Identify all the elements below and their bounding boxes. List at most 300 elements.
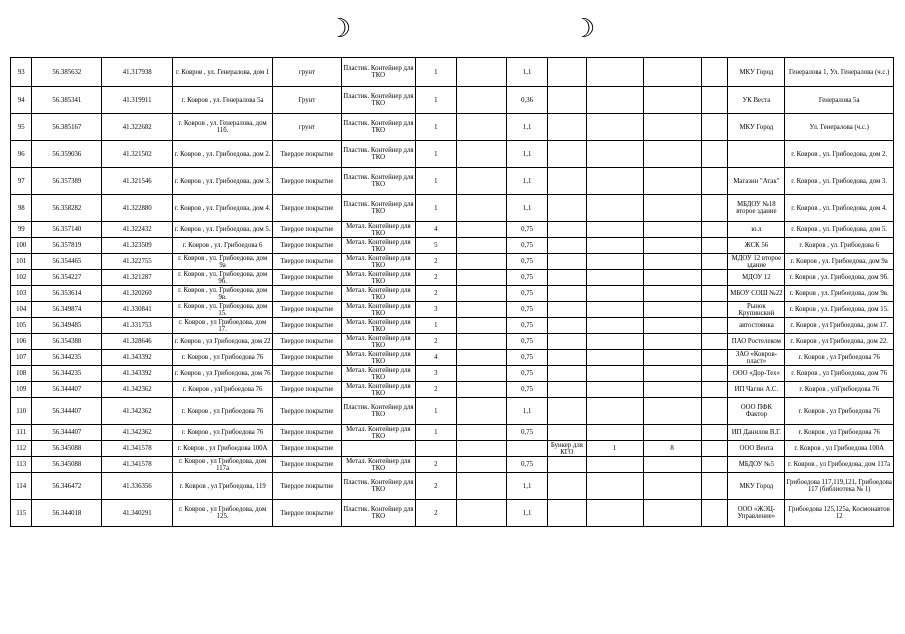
cell-type: Метал. Контейнер для ТКО — [341, 457, 415, 473]
table-row — [11, 254, 894, 270]
cell-c5 — [586, 58, 643, 87]
cell-n: 113 — [11, 457, 32, 473]
cell-n: 111 — [11, 425, 32, 441]
cell-served: г. Ковров , ул. Грибоедова 6 — [785, 238, 894, 254]
cell-c1: 1 — [415, 398, 456, 425]
cell-type: Метал. Контейнер для ТКО — [341, 270, 415, 286]
cell-owner: ООО «Дор-Тех» — [728, 366, 785, 382]
cell-c1: 4 — [415, 350, 456, 366]
cell-c5 — [586, 238, 643, 254]
table-row — [11, 270, 894, 286]
cell-c4 — [548, 398, 587, 425]
cell-c3: 0,75 — [507, 382, 548, 398]
cell-c6 — [643, 58, 701, 87]
cell-n: 112 — [11, 441, 32, 457]
cell-served: г. Ковров , ул Грибоедова, дом 76 — [785, 366, 894, 382]
cell-c7 — [701, 334, 728, 350]
cell-addr: г. Ковров , ул Грибоедова, дом 76 — [173, 366, 273, 382]
binder-hole-mark-left: ☽ — [328, 14, 352, 44]
cell-lat: 56.353614 — [32, 286, 102, 302]
table-row — [11, 318, 894, 334]
cell-lat: 56.349874 — [32, 302, 102, 318]
cell-addr: г. Ковров , ул Грибоедова 76 — [173, 425, 273, 441]
cell-c5 — [586, 254, 643, 270]
cell-owner: ООО «ЖЭЦ-Управление» — [728, 500, 785, 527]
table-row — [11, 168, 894, 195]
cell-type: Метал. Контейнер для ТКО — [341, 222, 415, 238]
cell-surface: Твердое покрытие — [273, 350, 342, 366]
cell-c3: 1,1 — [507, 500, 548, 527]
cell-type: Пластик. Контейнер для ТКО — [341, 195, 415, 222]
cell-addr: г. Ковров , ул. Грибоедова, дом 4. — [173, 195, 273, 222]
table-row — [11, 141, 894, 168]
cell-c6 — [643, 254, 701, 270]
cell-lon: 41.319911 — [102, 87, 173, 114]
cell-n: 108 — [11, 366, 32, 382]
cell-c3: 1,1 — [507, 168, 548, 195]
cell-c4 — [548, 382, 587, 398]
cell-lon: 41.323509 — [102, 238, 173, 254]
cell-c4 — [548, 195, 587, 222]
cell-type: Метал. Контейнер для ТКО — [341, 302, 415, 318]
cell-surface: Грунт — [273, 87, 342, 114]
cell-c7 — [701, 58, 728, 87]
cell-c2 — [456, 222, 506, 238]
cell-c1: 3 — [415, 302, 456, 318]
cell-c3: 0,75 — [507, 254, 548, 270]
cell-type: Пластик. Контейнер для ТКО — [341, 114, 415, 141]
cell-lon: 41.322682 — [102, 114, 173, 141]
cell-lat: 56.357389 — [32, 168, 102, 195]
cell-c5 — [586, 168, 643, 195]
cell-c4 — [548, 270, 587, 286]
cell-c7 — [701, 238, 728, 254]
cell-c3: 1,1 — [507, 398, 548, 425]
cell-c5 — [586, 114, 643, 141]
cell-addr: г. Ковров , ул. Грибоедова, дом 15. — [173, 302, 273, 318]
cell-c3: 0,75 — [507, 270, 548, 286]
cell-c7 — [701, 366, 728, 382]
cell-lon: 41.322880 — [102, 195, 173, 222]
cell-c1: 2 — [415, 473, 456, 500]
cell-surface: Твердое покрытие — [273, 398, 342, 425]
cell-owner: Магазин "Атак" — [728, 168, 785, 195]
cell-c3: 0,75 — [507, 366, 548, 382]
cell-c1: 2 — [415, 334, 456, 350]
cell-c7 — [701, 141, 728, 168]
table-row — [11, 441, 894, 457]
cell-lon: 41.321546 — [102, 168, 173, 195]
cell-addr: г. Ковров , ул. Грибоедова, дом 9а — [173, 254, 273, 270]
cell-lat: 56.354388 — [32, 334, 102, 350]
cell-c1: 1 — [415, 58, 456, 87]
cell-addr: г. Ковров , ул Грибоедова, дом 117а — [173, 457, 273, 473]
cell-lon: 41.341578 — [102, 457, 173, 473]
cell-n: 100 — [11, 238, 32, 254]
cell-served: г. Ковров , ул. Грибоедова, дом 4. — [785, 195, 894, 222]
cell-c2 — [456, 350, 506, 366]
cell-c3: 0,75 — [507, 318, 548, 334]
cell-c7 — [701, 254, 728, 270]
cell-c6: 8 — [643, 441, 701, 457]
cell-owner: ИП Данилов В.Г. — [728, 425, 785, 441]
cell-c4 — [548, 457, 587, 473]
cell-c7 — [701, 270, 728, 286]
cell-surface: Твердое покрытие — [273, 141, 342, 168]
cell-c7 — [701, 114, 728, 141]
cell-c1: 5 — [415, 238, 456, 254]
cell-c5 — [586, 318, 643, 334]
cell-type: Пластик. Контейнер для ТКО — [341, 58, 415, 87]
cell-type: Метал. Контейнер для ТКО — [341, 334, 415, 350]
cell-lon: 41.342362 — [102, 382, 173, 398]
cell-owner: ЗАО «Ковров-пласт» — [728, 350, 785, 366]
cell-lat: 56.344235 — [32, 350, 102, 366]
cell-owner: ЖСК 56 — [728, 238, 785, 254]
cell-n: 107 — [11, 350, 32, 366]
cell-c2 — [456, 87, 506, 114]
cell-served: г. Ковров , ул Грибоедова, дом 17. — [785, 318, 894, 334]
cell-c6 — [643, 334, 701, 350]
cell-owner: ПАО Ростелеком — [728, 334, 785, 350]
cell-type: Пластик. Контейнер для ТКО — [341, 473, 415, 500]
cell-c4 — [548, 286, 587, 302]
cell-lon: 41.328646 — [102, 334, 173, 350]
table-row — [11, 382, 894, 398]
cell-addr: г. Ковров , ул. Грибоедова, дом 2. — [173, 141, 273, 168]
cell-type: Пластик. Контейнер для ТКО — [341, 87, 415, 114]
cell-addr: г. Ковров , ул Грибоедова 100А — [173, 441, 273, 457]
cell-lat: 56.344235 — [32, 366, 102, 382]
cell-lon: 41.340291 — [102, 500, 173, 527]
cell-c3: 0,75 — [507, 302, 548, 318]
table-row — [11, 58, 894, 87]
cell-surface: Твердое покрытие — [273, 168, 342, 195]
cell-c3: 0,75 — [507, 222, 548, 238]
cell-c1: 2 — [415, 500, 456, 527]
cell-c1: 1 — [415, 141, 456, 168]
cell-owner: МБДОУ №18 второе здание — [728, 195, 785, 222]
table-row — [11, 350, 894, 366]
cell-owner: МКУ Город — [728, 58, 785, 87]
cell-c4 — [548, 58, 587, 87]
cell-addr: г. Ковров , ул. Генералова 5а — [173, 87, 273, 114]
cell-c1: 2 — [415, 254, 456, 270]
cell-surface: Твердое покрытие — [273, 334, 342, 350]
cell-served: г. Ковров , ул Грибоедова 100А — [785, 441, 894, 457]
table-row — [11, 195, 894, 222]
cell-addr: г. Ковров , ул. Грибоедова, дом 9в. — [173, 286, 273, 302]
cell-lat: 56.345088 — [32, 441, 102, 457]
cell-c6 — [643, 87, 701, 114]
cell-served: г. Ковров , ул Грибоедова 76 — [785, 425, 894, 441]
cell-c2 — [456, 195, 506, 222]
cell-addr: г. Ковров , ул Грибоедова, дом 125. — [173, 500, 273, 527]
cell-addr: г. Ковров , ул. Грибоедова, дом 9б. — [173, 270, 273, 286]
cell-n: 99 — [11, 222, 32, 238]
table-row — [11, 398, 894, 425]
cell-type: Метал. Контейнер для ТКО — [341, 350, 415, 366]
cell-served: г. Ковров , ул Грибоедова, дом 22. — [785, 334, 894, 350]
cell-type: Метал. Контейнер для ТКО — [341, 366, 415, 382]
cell-served: Ул. Генералова (ч.с.) — [785, 114, 894, 141]
cell-c3 — [507, 441, 548, 457]
cell-n: 93 — [11, 58, 32, 87]
cell-type — [341, 441, 415, 457]
cell-c6 — [643, 366, 701, 382]
cell-c2 — [456, 238, 506, 254]
cell-c2 — [456, 286, 506, 302]
cell-lat: 56.385167 — [32, 114, 102, 141]
cell-c1: 1 — [415, 168, 456, 195]
cell-owner: МКУ Город — [728, 114, 785, 141]
cell-c7 — [701, 500, 728, 527]
cell-c1: 1 — [415, 425, 456, 441]
binder-hole-mark-right: ☽ — [572, 14, 596, 44]
cell-c5 — [586, 366, 643, 382]
cell-n: 109 — [11, 382, 32, 398]
cell-lon: 41.317938 — [102, 58, 173, 87]
cell-c5 — [586, 398, 643, 425]
cell-c7 — [701, 168, 728, 195]
cell-c2 — [456, 254, 506, 270]
cell-served: Генералова 1, Ул. Генералова (ч.с.) — [785, 58, 894, 87]
cell-n: 115 — [11, 500, 32, 527]
cell-addr: г. Ковров , ул Грибоедова 76 — [173, 350, 273, 366]
cell-lon: 41.343392 — [102, 366, 173, 382]
cell-c2 — [456, 382, 506, 398]
cell-c2 — [456, 473, 506, 500]
cell-lat: 56.344018 — [32, 500, 102, 527]
table-row — [11, 286, 894, 302]
cell-c2 — [456, 334, 506, 350]
cell-n: 104 — [11, 302, 32, 318]
cell-c4 — [548, 141, 587, 168]
cell-owner — [728, 141, 785, 168]
cell-surface: Твердое покрытие — [273, 382, 342, 398]
cell-c6 — [643, 500, 701, 527]
cell-c5 — [586, 195, 643, 222]
cell-c3: 0,75 — [507, 286, 548, 302]
cell-c3: 1,1 — [507, 473, 548, 500]
table-row — [11, 114, 894, 141]
cell-surface: Твердое покрытие — [273, 457, 342, 473]
cell-c4 — [548, 114, 587, 141]
cell-c2 — [456, 457, 506, 473]
cell-n: 101 — [11, 254, 32, 270]
cell-c6 — [643, 222, 701, 238]
cell-lon: 41.341578 — [102, 441, 173, 457]
cell-c6 — [643, 425, 701, 441]
cell-c4 — [548, 238, 587, 254]
cell-c6 — [643, 195, 701, 222]
cell-type: Метал. Контейнер для ТКО — [341, 238, 415, 254]
cell-lat: 56.344407 — [32, 398, 102, 425]
cell-c2 — [456, 168, 506, 195]
cell-c6 — [643, 382, 701, 398]
cell-n: 102 — [11, 270, 32, 286]
cell-c5 — [586, 350, 643, 366]
cell-surface: Твердое покрытие — [273, 270, 342, 286]
cell-c6 — [643, 168, 701, 195]
cell-c5 — [586, 222, 643, 238]
cell-served: г. Ковров , ул. Грибоедова, дом 9в. — [785, 286, 894, 302]
cell-c6 — [643, 350, 701, 366]
cell-lat: 56.385341 — [32, 87, 102, 114]
cell-addr: г. Ковров , ул. Генералова, дом 11б. — [173, 114, 273, 141]
cell-surface: Твердое покрытие — [273, 473, 342, 500]
cell-c3: 1,1 — [507, 58, 548, 87]
cell-c4 — [548, 254, 587, 270]
cell-surface: грунт — [273, 114, 342, 141]
cell-owner: МКУ Город — [728, 473, 785, 500]
cell-c4 — [548, 473, 587, 500]
cell-lat: 56.346472 — [32, 473, 102, 500]
cell-c6 — [643, 114, 701, 141]
cell-c6 — [643, 473, 701, 500]
cell-served: г. Ковров , ул. Грибоедова, дом 5. — [785, 222, 894, 238]
cell-owner: МБДОУ №5 — [728, 457, 785, 473]
cell-c4 — [548, 222, 587, 238]
cell-c3: 0,75 — [507, 350, 548, 366]
cell-c5 — [586, 425, 643, 441]
cell-c2 — [456, 441, 506, 457]
cell-lat: 56.357140 — [32, 222, 102, 238]
cell-c2 — [456, 398, 506, 425]
cell-c6 — [643, 286, 701, 302]
table-row — [11, 302, 894, 318]
cell-c2 — [456, 366, 506, 382]
cell-c3: 0,75 — [507, 457, 548, 473]
cell-lat: 56.345088 — [32, 457, 102, 473]
cell-lon: 41.336356 — [102, 473, 173, 500]
cell-addr: г. Ковров , ул. Генералова, дом 1 — [173, 58, 273, 87]
table-row — [11, 425, 894, 441]
cell-type: Метал. Контейнер для ТКО — [341, 382, 415, 398]
cell-owner: ИП Чагин А.С. — [728, 382, 785, 398]
cell-c7 — [701, 350, 728, 366]
cell-surface: Твердое покрытие — [273, 222, 342, 238]
cell-c3: 0,75 — [507, 334, 548, 350]
cell-served: г. Ковров , улГрибоедова 76 — [785, 382, 894, 398]
cell-c5 — [586, 302, 643, 318]
cell-type: Пластик. Контейнер для ТКО — [341, 500, 415, 527]
cell-c2 — [456, 318, 506, 334]
cell-c2 — [456, 114, 506, 141]
table-row — [11, 222, 894, 238]
cell-c1 — [415, 441, 456, 457]
cell-owner: МДОУ 12 — [728, 270, 785, 286]
cell-addr: г. Ковров , ул. Грибоедова, дом 5. — [173, 222, 273, 238]
cell-lon: 41.331753 — [102, 318, 173, 334]
cell-served: г. Ковров , ул Грибоедова 76 — [785, 350, 894, 366]
cell-c3: 0,36 — [507, 87, 548, 114]
cell-lon: 41.342362 — [102, 425, 173, 441]
cell-owner: ООО Вента — [728, 441, 785, 457]
cell-served: г. Ковров , ул. Грибоедова, дом 2. — [785, 141, 894, 168]
cell-c5 — [586, 270, 643, 286]
cell-type: Пластик. Контейнер для ТКО — [341, 398, 415, 425]
cell-c4 — [548, 168, 587, 195]
cell-lon: 41.320260 — [102, 286, 173, 302]
cell-c3: 1,1 — [507, 195, 548, 222]
cell-type: Метал. Контейнер для ТКО — [341, 286, 415, 302]
cell-lon: 41.322755 — [102, 254, 173, 270]
cell-c4 — [548, 425, 587, 441]
cell-c5 — [586, 457, 643, 473]
cell-c3: 1,1 — [507, 141, 548, 168]
cell-surface: Твердое покрытие — [273, 500, 342, 527]
cell-n: 105 — [11, 318, 32, 334]
cell-lat: 56.354227 — [32, 270, 102, 286]
cell-surface: Твердое покрытие — [273, 238, 342, 254]
cell-lat: 56.358282 — [32, 195, 102, 222]
cell-c2 — [456, 302, 506, 318]
cell-c6 — [643, 398, 701, 425]
cell-c4: Бункер для КГО — [548, 441, 587, 457]
cell-type: Пластик. Контейнер для ТКО — [341, 141, 415, 168]
cell-c2 — [456, 141, 506, 168]
cell-c1: 2 — [415, 457, 456, 473]
cell-c1: 1 — [415, 87, 456, 114]
cell-c7 — [701, 286, 728, 302]
cell-n: 98 — [11, 195, 32, 222]
cell-lon: 41.322432 — [102, 222, 173, 238]
cell-c4 — [548, 318, 587, 334]
cell-c6 — [643, 457, 701, 473]
cell-surface: Твердое покрытие — [273, 425, 342, 441]
cell-surface: Твердое покрытие — [273, 254, 342, 270]
cell-c7 — [701, 382, 728, 398]
cell-c4 — [548, 334, 587, 350]
cell-c5 — [586, 382, 643, 398]
cell-c4 — [548, 302, 587, 318]
cell-surface: Твердое покрытие — [273, 366, 342, 382]
cell-served: Грибоедова 117,119,121, Грибоедова 117 (библиотека № 1) — [785, 473, 894, 500]
cell-served: Генералова 5а — [785, 87, 894, 114]
cell-n: 106 — [11, 334, 32, 350]
cell-c1: 2 — [415, 270, 456, 286]
cell-c2 — [456, 58, 506, 87]
cell-type: Метал. Контейнер для ТКО — [341, 254, 415, 270]
cell-surface: Твердое покрытие — [273, 441, 342, 457]
cell-addr: г. Ковров , ул. Грибоедова 6 — [173, 238, 273, 254]
cell-surface: Твердое покрытие — [273, 302, 342, 318]
cell-c4 — [548, 350, 587, 366]
cell-c6 — [643, 318, 701, 334]
cell-c1: 1 — [415, 114, 456, 141]
cell-surface: Твердое покрытие — [273, 195, 342, 222]
cell-lon: 41.330841 — [102, 302, 173, 318]
table-row — [11, 238, 894, 254]
cell-c7 — [701, 318, 728, 334]
cell-n: 110 — [11, 398, 32, 425]
cell-surface: Твердое покрытие — [273, 318, 342, 334]
cell-addr: г. Ковров , ул Грибоедова, дом 22 — [173, 334, 273, 350]
cell-lat: 56.349485 — [32, 318, 102, 334]
cell-served: Грибоедова 125,125а, Космонавтов 12 — [785, 500, 894, 527]
cell-c5 — [586, 141, 643, 168]
cell-c7 — [701, 195, 728, 222]
cell-c7 — [701, 222, 728, 238]
cell-lat: 56.357819 — [32, 238, 102, 254]
cell-c5 — [586, 286, 643, 302]
cell-c2 — [456, 500, 506, 527]
cell-n: 94 — [11, 87, 32, 114]
cell-c5 — [586, 500, 643, 527]
cell-served: г. Ковров , ул Грибоедова 76 — [785, 398, 894, 425]
cell-n: 95 — [11, 114, 32, 141]
